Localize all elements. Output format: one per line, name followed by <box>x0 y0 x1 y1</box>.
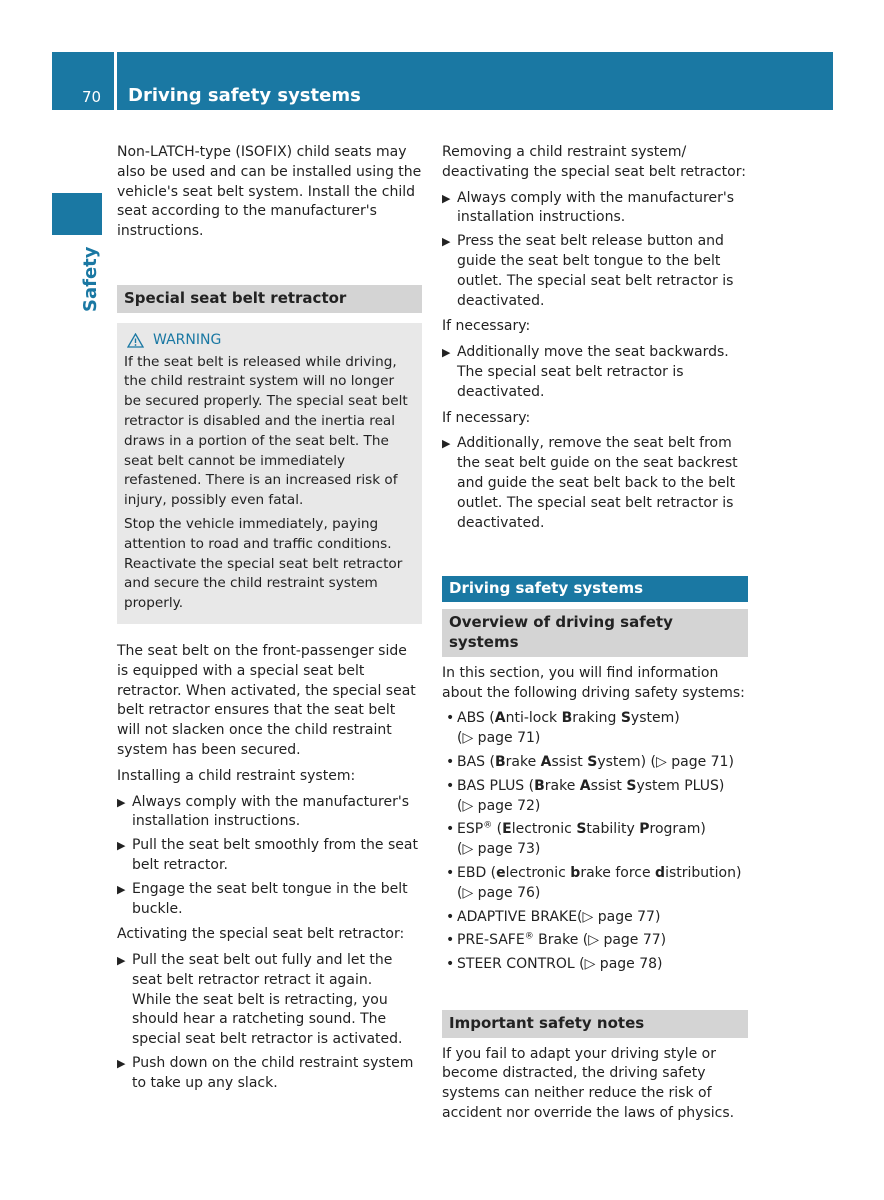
if-necessary-2: If necessary: <box>442 409 531 426</box>
list-item: • EBD (electronic brake force distribution) (▷ page 76) <box>446 864 742 901</box>
list-item: • ADAPTIVE BRAKE(▷ page 77) <box>442 908 748 928</box>
bullet-dot: • <box>446 710 455 727</box>
triangle-right-icon: ▶ <box>117 954 126 968</box>
list-item: ▶ Pull the seat belt out fully and let the seat belt retractor retract it again. While the seat belt is retracting, you should hear a ratcheting sound. The special seat belt retractor is activated. <box>117 952 403 1048</box>
bullet-dot: • <box>446 956 455 973</box>
section-heading-driving-safety: Driving safety systems <box>442 576 748 602</box>
warning-title: WARNING <box>153 331 222 348</box>
bullet-dot: • <box>446 821 455 838</box>
removing-steps <box>442 189 748 312</box>
triangle-right-icon: ▶ <box>117 882 126 896</box>
section-heading-retractor: Special seat belt retractor <box>117 285 422 313</box>
safety-systems-list <box>442 709 748 975</box>
activating-label: Activating the special seat belt retractor: <box>117 926 405 943</box>
warning-triangle-icon <box>127 333 144 348</box>
list-item: • ABS (Anti-lock Braking System) (▷ page 71) <box>446 710 680 747</box>
overview-intro: In this section, you will find information about the following driving safety systems: <box>442 664 745 701</box>
bullet-dot: • <box>446 908 455 925</box>
warning-text-1: If the seat belt is released while driving, the child restraint system will no longer be secured properly. The special seat belt retractor is disabled and the inertia real draws in a portion of the seat belt. The seat belt cannot be immediately refastened. There is an increased risk of injury, possibly even fatal. <box>124 353 408 509</box>
bullet-dot: • <box>446 932 455 949</box>
important-text: If you fail to adapt your driving style or become distracted, the driving safety systems can neither reduce the risk of accident nor override the laws of physics. <box>442 1045 735 1122</box>
list-item: ▶ Pull the seat belt smoothly from the seat belt retractor. <box>117 837 418 873</box>
list-item: ▶ Additionally, remove the seat belt from the seat belt guide on the seat backrest and guide the seat belt back to the belt outlet. The special seat belt retractor is deactivated. <box>442 435 738 531</box>
side-tab-marker <box>52 193 102 235</box>
subsection-heading-overview: Overview of driving safety systems <box>442 609 748 657</box>
page-reference: (▷ page 73) <box>457 841 541 858</box>
list-item: ▶ Engage the seat belt tongue in the belt buckle. <box>117 880 408 917</box>
page-title: Driving safety systems <box>128 85 361 106</box>
triangle-right-icon: ▶ <box>117 1057 126 1071</box>
header-bar <box>117 52 833 110</box>
triangle-right-icon: ▶ <box>442 346 451 360</box>
warning-text-2: Stop the vehicle immediately, paying attention to road and traffic conditions. Reactivate the special seat belt retractor and secure the child restraint system properly. <box>124 515 403 612</box>
warning-box <box>117 323 422 624</box>
page-reference: (▷ page 76) <box>457 884 541 901</box>
left-column <box>117 143 422 1100</box>
list-item: • STEER CONTROL (▷ page 78) <box>442 955 748 975</box>
removing-label: Removing a child restraint system/ deactivating the special seat belt retractor: <box>442 144 746 180</box>
bullet-dot: • <box>446 864 455 881</box>
side-tab-label: Safety <box>80 246 101 312</box>
triangle-right-icon: ▶ <box>442 235 451 249</box>
list-item: • PRE-SAFE® Brake (▷ page 77) <box>442 931 748 951</box>
list-item: ▶ Always comply with the manufacturer's installation instructions. <box>442 189 735 226</box>
installing-label: Installing a child restraint system: <box>117 767 356 784</box>
list-item: ▶ Additionally move the seat backwards. The special seat belt retractor is deactivated. <box>442 344 729 400</box>
subsection-heading-important: Important safety notes <box>442 1010 748 1038</box>
if-necessary-1: If necessary: <box>442 318 531 335</box>
triangle-right-icon: ▶ <box>117 795 126 809</box>
page-reference: (▷ page 71) <box>457 730 541 747</box>
move-seat-step <box>442 343 748 402</box>
page-reference: (▷ page 72) <box>457 797 541 814</box>
page-number-box <box>52 52 114 110</box>
triangle-right-icon: ▶ <box>442 437 451 451</box>
warning-title-row <box>124 331 415 351</box>
triangle-right-icon: ▶ <box>117 839 126 853</box>
list-item: ▶ Always comply with the manufacturer's installation instructions. <box>117 793 410 830</box>
list-item: • ESP® (Electronic Stability Program) (▷ page 73) <box>446 820 706 858</box>
retractor-paragraph: The seat belt on the front-passenger side is equipped with a special seat belt retractor. When activated, the special seat belt retractor ensures that the seat belt will not slacken once the child restraint system has been secured. <box>117 642 416 758</box>
list-item: • BAS (Brake Assist System) (▷ page 71) <box>442 753 748 773</box>
installing-steps <box>117 793 422 920</box>
list-item: ▶ Press the seat belt release button and guide the seat belt tongue to the belt outlet. The special seat belt retractor is deactivated. <box>442 233 734 309</box>
activating-steps <box>117 951 422 1094</box>
bullet-dot: • <box>446 753 455 770</box>
triangle-right-icon: ▶ <box>442 191 451 205</box>
remove-belt-step <box>442 434 748 533</box>
page-number: 70 <box>82 88 102 106</box>
right-column <box>442 143 748 1130</box>
list-item: • BAS PLUS (Brake Assist System PLUS) (▷ page 72) <box>446 777 725 814</box>
list-item: ▶ Push down on the child restraint system to take up any slack. <box>117 1055 414 1091</box>
intro-paragraph: Non-LATCH-type (ISOFIX) child seats may also be used and can be installed using the vehicle's seat belt system. Install the child seat according to the manufacturer's instructions. <box>117 144 422 240</box>
bullet-dot: • <box>446 777 455 794</box>
